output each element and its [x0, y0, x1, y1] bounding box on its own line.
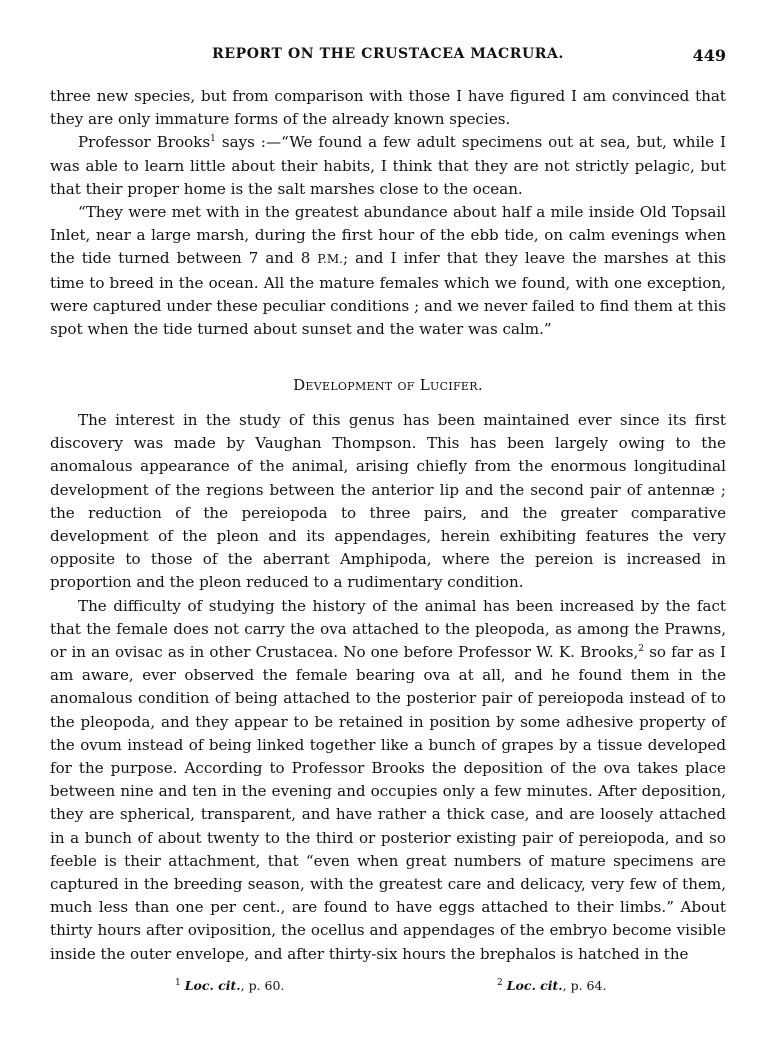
- paragraph-text: The difficulty of studying the history of the animal has been increased by the fact that the female does not carry the ova attached to the pleopoda, as among the Prawns, or in an ovisac as in other Crustacea. No one before Professor W. K. Brooks,: [50, 596, 726, 662]
- paragraph-text: so far as I am aware, ever observed the female bearing ova at all, and he found them in the anomalous condition of being attached to the posterior pair of pereiopoda instead of to the pleopoda, and they appear to be retained in position by some adhesive property of the ovum instead of being linked together like a bunch of grapes by a tissue developed for the purpose. According to Professor Brooks the deposition of the ova takes place between nine and ten in the evening and occupies only a few minutes. After deposition, they are spherical, transparent, and have rather a thick case, and are loosely attached in a bunch of about twenty to the third or posterior existing pair of pereiopoda, and so feeble is their attachment, that “even when great numbers of mature specimens are captured in the breeding season, with the greatest care and delicacy, very few of them, much less than one per cent., are found to have eggs attached to their limbs.” About thirty hours after oviposition, the ocellus and appendages of the embryo become visible inside the outer envelope, and after thirty-six hours the brephalos is hatched in the: [50, 643, 726, 963]
- paragraph-text: ; and I infer that they leave the marshes at this time to breed in the ocean. All the mature females which we found, with one exception, were captured under these peculiar conditions ; and we never failed to find them at this spot when the tide turned about sunset and the water was calm.”: [50, 249, 726, 339]
- footnote-reference: Loc. cit.: [184, 978, 241, 993]
- footnote-1: [175, 978, 284, 993]
- running-title: REPORT ON THE CRUSTACEA MACRURA.: [212, 46, 564, 62]
- section-text: [50, 409, 726, 966]
- paragraph-text: three new species, but from comparison with those I have figured I am convinced that they are only immature forms of the already known species.: [50, 87, 726, 129]
- footnote-marker: 2: [638, 644, 645, 654]
- footnote-reference: Loc. cit.: [506, 978, 563, 993]
- paragraph-continued: [50, 85, 726, 131]
- footnote-marker: 1: [210, 134, 216, 145]
- footnote-page: , p. 64.: [562, 978, 607, 993]
- opening-text: [50, 85, 726, 341]
- footnote-2: [497, 978, 606, 993]
- footnote-mark: 1: [175, 977, 181, 988]
- footnotes: [0, 978, 776, 1000]
- paragraph-text: “They were met with in the greatest abundance about half a mile inside Old Topsail Inlet, near a large marsh, during the first hour of the ebb tide, on calm evenings when the tide turned between 7 and 8: [50, 203, 726, 268]
- paragraph-interest: [50, 409, 726, 595]
- page-number: 449: [692, 46, 726, 65]
- footnote-mark: 2: [497, 977, 503, 988]
- time-abbreviation: P.M.: [317, 252, 343, 267]
- paragraph-text: says :—“We found a few adult specimens out at sea, but, while I was able to learn little about their habits, I think that they are not strictly pelagic, but that their proper home is the salt marshes close to the ocean.: [50, 133, 726, 198]
- paragraph-quote-continued: [50, 201, 726, 341]
- running-header: [0, 44, 776, 68]
- paragraph-text: The interest in the study of this genus has been maintained ever since its first discovery was made by Vaughan Thompson. This has been largely owing to the anomalous appearance of the animal, arising chiefly from the enormous longitudinal development of the regions between the anterior lip and the second pair of antennæ ; the reduction of the pereiopoda to three pairs, and the greater comparative development of the pleon and its appendages, herein exhibiting features the very opposite to those of the aberrant Amphipoda, where the pereion is increased in proportion and the pleon reduced to a rudimentary condition.: [50, 411, 726, 592]
- section-heading: Development of Lucifer.: [293, 376, 483, 394]
- paragraph-brooks-quote: [50, 131, 726, 201]
- paragraph-difficulty: [50, 595, 726, 966]
- footnote-page: , p. 60.: [240, 978, 285, 993]
- paragraph-text: Professor Brooks: [78, 133, 211, 152]
